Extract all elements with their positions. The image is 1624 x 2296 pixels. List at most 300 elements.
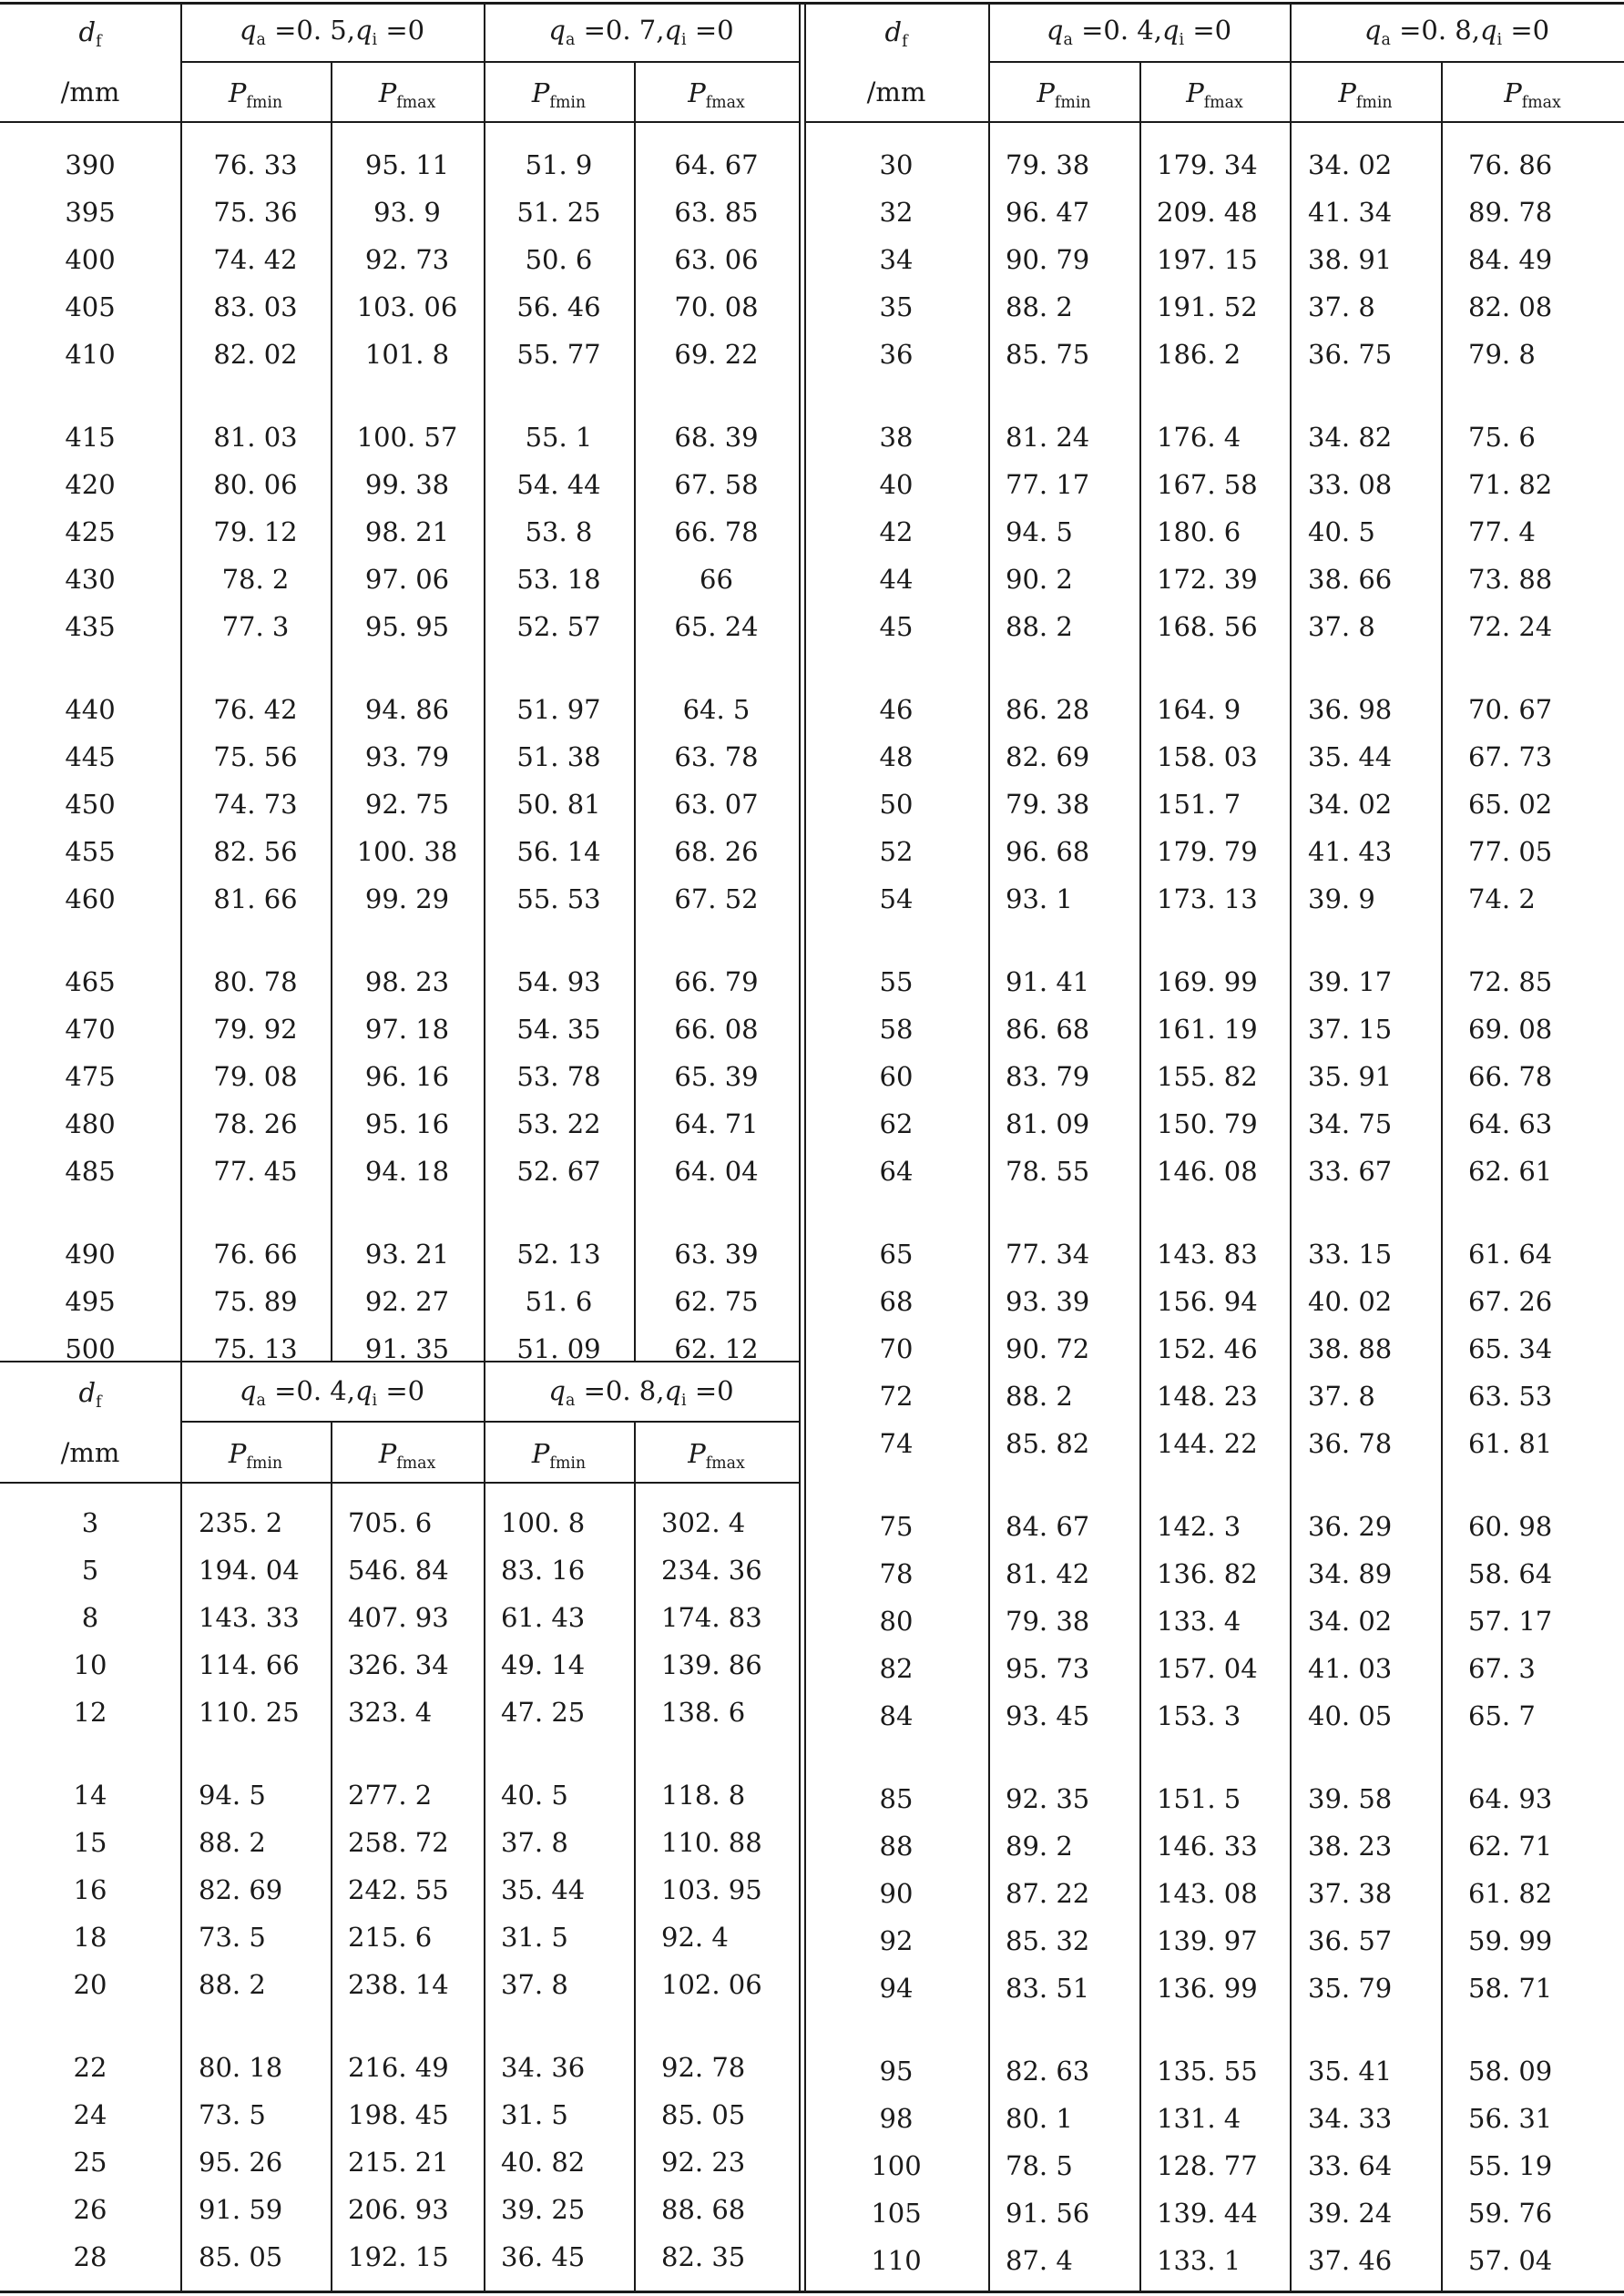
table-cell: 74. 2 (1468, 883, 1536, 914)
table-cell: 98. 23 (364, 966, 450, 997)
table-cell: 67. 58 (674, 469, 759, 500)
table-cell: 74. 73 (213, 789, 298, 820)
qa-symbol: q (1046, 15, 1064, 46)
table-cell: 164. 9 (1157, 694, 1241, 725)
df-value-cell: 440 (65, 694, 116, 725)
table-cell: 80. 1 (1006, 2103, 1073, 2134)
table-cell: 51. 9 (525, 149, 593, 180)
unit-label: /mm (60, 77, 120, 107)
table-cell: 148. 23 (1157, 1381, 1258, 1412)
table-cell: 37. 8 (501, 1827, 568, 1858)
table-cell: 93. 79 (364, 741, 450, 772)
table-cell: 198. 45 (348, 2099, 449, 2130)
df-value-cell: 90 (879, 1878, 914, 1909)
qa-value: 0. 8 (1421, 15, 1472, 46)
qi-value: =0 (377, 15, 425, 46)
table-cell: 179. 34 (1157, 149, 1258, 180)
df-value-cell: 44 (879, 564, 914, 595)
qa-symbol: q (1364, 15, 1382, 46)
table-cell: 186. 2 (1157, 339, 1241, 370)
qa-symbol: q (548, 15, 566, 46)
df-value-cell: 450 (65, 789, 116, 820)
table-cell: 161. 19 (1157, 1014, 1258, 1045)
df-header (0, 1372, 180, 1413)
table-cell: 705. 6 (348, 1507, 433, 1538)
df-value-cell: 24 (73, 2099, 107, 2130)
table-cell: 70. 67 (1468, 694, 1553, 725)
df-value-cell: 405 (65, 291, 116, 322)
df-value-cell: 64 (879, 1156, 914, 1187)
p-symbol: P (378, 1438, 397, 1469)
pfmax-header (634, 72, 799, 114)
equals-sign: = (265, 1375, 297, 1406)
df-value-cell: 15 (73, 1827, 107, 1858)
df-symbol: d (78, 16, 97, 47)
table-cell: 75. 6 (1468, 422, 1536, 453)
table-cell: 75. 56 (213, 741, 298, 772)
table-cell: 52. 57 (516, 611, 601, 642)
table-cell: 92. 75 (364, 789, 450, 820)
df-value-cell: 480 (65, 1108, 116, 1139)
table-cell: 86. 28 (1006, 694, 1090, 725)
table-cell: 34. 75 (1308, 1108, 1393, 1139)
p-symbol: P (531, 1438, 550, 1469)
table-cell: 63. 53 (1468, 1381, 1553, 1412)
df-value-cell: 28 (73, 2241, 107, 2272)
table-cell: 174. 83 (661, 1602, 762, 1633)
table-cell: 54. 44 (516, 469, 601, 500)
pfmin-header (484, 1433, 634, 1475)
df-value-cell: 455 (65, 836, 116, 867)
table-cell: 62. 71 (1468, 1831, 1553, 1862)
comma: , (656, 1375, 665, 1406)
condition-header (180, 1370, 484, 1412)
table-cell: 53. 78 (516, 1061, 601, 1092)
header-divider (180, 61, 799, 63)
table-cell: 157. 04 (1157, 1653, 1258, 1684)
table-cell: 83. 51 (1006, 1973, 1090, 2004)
table-cell: 80. 06 (213, 469, 298, 500)
df-value-cell: 46 (879, 694, 914, 725)
table-cell: 78. 2 (221, 564, 290, 595)
df-value-cell: 42 (879, 516, 914, 547)
table-cell: 75. 89 (213, 1286, 298, 1317)
table-cell: 64. 63 (1468, 1108, 1553, 1139)
df-value-cell: 475 (65, 1061, 116, 1092)
table-cell: 151. 7 (1157, 789, 1241, 820)
df-value-cell: 495 (65, 1286, 116, 1317)
qa-subscript: a (566, 1392, 576, 1411)
pfmax-header (1139, 72, 1290, 114)
table-cell: 39. 9 (1308, 883, 1375, 914)
table-cell: 153. 3 (1157, 1700, 1241, 1731)
table-cell: 83. 03 (213, 291, 298, 322)
table-cell: 64. 67 (674, 149, 759, 180)
pfmin-header (484, 72, 634, 114)
table-cell: 79. 12 (213, 516, 298, 547)
table-cell: 60. 98 (1468, 1511, 1553, 1542)
df-value-cell: 460 (65, 883, 116, 914)
table-cell: 302. 4 (661, 1507, 746, 1538)
comma: , (1471, 15, 1480, 46)
equals-sign: = (1072, 15, 1104, 46)
table-cell: 37. 38 (1308, 1878, 1393, 1909)
table-cell: 192. 15 (348, 2241, 449, 2272)
table-cell: 50. 81 (516, 789, 601, 820)
table-cell: 65. 39 (674, 1061, 759, 1092)
table-cell: 92. 35 (1006, 1783, 1090, 1814)
comma: , (346, 15, 355, 46)
df-value-cell: 50 (879, 789, 914, 820)
table-cell: 99. 29 (364, 883, 450, 914)
table-cell: 93. 21 (364, 1239, 450, 1270)
table-cell: 75. 13 (213, 1333, 298, 1364)
table-cell: 38. 66 (1308, 564, 1393, 595)
qi-value: =0 (1502, 15, 1550, 46)
qi-subscript: i (1179, 31, 1185, 50)
qi-value: =0 (377, 1375, 425, 1406)
table-cell: 79. 38 (1006, 1606, 1090, 1637)
table-cell: 39. 17 (1308, 966, 1393, 997)
table-cell: 81. 09 (1006, 1108, 1090, 1139)
table-cell: 79. 92 (213, 1014, 298, 1045)
table-cell: 56. 46 (516, 291, 601, 322)
table-top-border (0, 2, 1624, 5)
table-cell: 66. 78 (674, 516, 759, 547)
table-cell: 97. 06 (364, 564, 450, 595)
table-cell: 82. 35 (661, 2241, 746, 2272)
qi-symbol: q (1161, 15, 1180, 46)
df-value-cell: 38 (879, 422, 914, 453)
df-subscript: f (96, 1393, 102, 1413)
p-subscript: fmax (705, 1454, 745, 1474)
df-value-cell: 25 (73, 2147, 107, 2178)
table-cell: 98. 21 (364, 516, 450, 547)
table-cell: 169. 99 (1157, 966, 1258, 997)
table-cell: 92. 78 (661, 2052, 746, 2083)
table-cell: 40. 05 (1308, 1700, 1393, 1731)
qi-value: =0 (1184, 15, 1232, 46)
table-cell: 180. 6 (1157, 516, 1241, 547)
table-cell: 39. 58 (1308, 1783, 1393, 1814)
table-cell: 93. 39 (1006, 1286, 1090, 1317)
table-cell: 77. 34 (1006, 1239, 1090, 1270)
table-cell: 82. 02 (213, 339, 298, 370)
table-cell: 41. 03 (1308, 1653, 1393, 1684)
table-cell: 34. 33 (1308, 2103, 1393, 2134)
table-cell: 92. 27 (364, 1286, 450, 1317)
unit-label: /mm (60, 1437, 120, 1468)
table-cell: 94. 5 (1006, 516, 1073, 547)
table-cell: 58. 71 (1468, 1973, 1553, 2004)
table-cell: 172. 39 (1157, 564, 1258, 595)
equals-sign: = (265, 15, 297, 46)
table-cell: 58. 64 (1468, 1558, 1553, 1589)
p-subscript: fmin (246, 1454, 283, 1474)
table-cell: 93. 1 (1006, 883, 1073, 914)
table-cell: 95. 73 (1006, 1653, 1090, 1684)
table-cell: 79. 08 (213, 1061, 298, 1092)
table-cell: 88. 2 (1006, 1381, 1073, 1412)
table-cell: 323. 4 (348, 1697, 433, 1728)
df-value-cell: 435 (65, 611, 116, 642)
header-divider (988, 61, 1624, 63)
table-cell: 57. 17 (1468, 1606, 1553, 1637)
table-cell: 76. 33 (213, 149, 298, 180)
df-value-cell: 420 (65, 469, 116, 500)
table-cell: 50. 6 (525, 244, 593, 275)
col-sep (634, 1422, 636, 2291)
table-cell: 79. 8 (1468, 339, 1536, 370)
condition-header (1290, 9, 1624, 51)
table-cell: 100. 57 (356, 422, 458, 453)
df-value-cell: 410 (65, 339, 116, 370)
df-value-cell: 65 (879, 1239, 914, 1270)
table-cell: 61. 64 (1468, 1239, 1553, 1270)
table-cell: 33. 64 (1308, 2150, 1393, 2181)
df-value-cell: 490 (65, 1239, 116, 1270)
table-cell: 84. 67 (1006, 1511, 1090, 1542)
df-subscript: f (96, 33, 102, 52)
table-cell: 92. 4 (661, 1922, 729, 1953)
table-cell: 82. 08 (1468, 291, 1553, 322)
p-subscript: fmin (1054, 94, 1091, 113)
df-value-cell: 500 (65, 1333, 116, 1364)
table-cell: 82. 69 (199, 1874, 283, 1905)
table-cell: 34. 36 (501, 2052, 586, 2083)
table-cell: 92. 23 (661, 2147, 746, 2178)
table-cell: 173. 13 (1157, 883, 1258, 914)
table-cell: 34. 89 (1308, 1558, 1393, 1589)
table-cell: 103. 95 (661, 1874, 762, 1905)
table-cell: 143. 83 (1157, 1239, 1258, 1270)
table-cell: 78. 26 (213, 1108, 298, 1139)
table-cell: 91. 56 (1006, 2198, 1090, 2229)
table-cell: 52. 13 (516, 1239, 601, 1270)
df-value-cell: 32 (879, 197, 914, 228)
table-cell: 35. 91 (1308, 1061, 1393, 1092)
p-subscript: fmax (705, 94, 745, 113)
table-cell: 158. 03 (1157, 741, 1258, 772)
table-cell: 139. 86 (661, 1649, 762, 1680)
table-cell: 58. 09 (1468, 2056, 1553, 2087)
table-cell: 102. 06 (661, 1969, 762, 2000)
table-cell: 37. 8 (1308, 291, 1375, 322)
header-rule (804, 121, 1624, 123)
df-value-cell: 85 (879, 1783, 914, 1814)
table-cell: 85. 75 (1006, 339, 1090, 370)
table-cell: 65. 02 (1468, 789, 1553, 820)
p-symbol: P (688, 1438, 706, 1469)
p-subscript: fmin (549, 1454, 587, 1474)
table-cell: 62. 12 (674, 1333, 759, 1364)
table-cell: 76. 66 (213, 1239, 298, 1270)
table-cell: 101. 8 (364, 339, 450, 370)
table-cell: 72. 85 (1468, 966, 1553, 997)
table-cell: 64. 04 (674, 1156, 759, 1187)
table-cell: 100. 38 (356, 836, 458, 867)
table-cell: 103. 06 (356, 291, 458, 322)
table-cell: 80. 18 (199, 2052, 283, 2083)
df-value-cell: 72 (879, 1381, 914, 1412)
table-cell: 31. 5 (501, 2099, 568, 2130)
table-cell: 100. 8 (501, 1507, 586, 1538)
p-symbol: P (1504, 77, 1522, 108)
table-cell: 68. 26 (674, 836, 759, 867)
table-cell: 66 (700, 564, 733, 595)
table-cell: 61. 81 (1468, 1428, 1553, 1459)
table-cell: 34. 02 (1308, 1606, 1393, 1637)
table-cell: 51. 97 (516, 694, 601, 725)
table-cell: 38. 88 (1308, 1333, 1393, 1364)
p-subscript: fmax (396, 1454, 436, 1474)
df-value-cell: 10 (73, 1649, 107, 1680)
table-cell: 36. 29 (1308, 1511, 1393, 1542)
table-cell: 151. 5 (1157, 1783, 1241, 1814)
table-cell: 88. 2 (1006, 611, 1073, 642)
df-value-cell: 400 (65, 244, 116, 275)
p-symbol: P (1037, 77, 1055, 108)
condition-header (988, 9, 1290, 51)
table-cell: 64. 93 (1468, 1783, 1553, 1814)
table-cell: 91. 35 (364, 1333, 450, 1364)
table-cell: 96. 68 (1006, 836, 1090, 867)
pfmax-header (1441, 72, 1624, 114)
table-cell: 63. 78 (674, 741, 759, 772)
table-cell: 89. 2 (1006, 1831, 1073, 1862)
df-header (0, 11, 180, 53)
table-cell: 114. 66 (199, 1649, 300, 1680)
table-cell: 168. 56 (1157, 611, 1258, 642)
df-value-cell: 395 (65, 197, 116, 228)
table-cell: 191. 52 (1157, 291, 1258, 322)
pfmax-header (331, 72, 484, 114)
table-cell: 55. 1 (525, 422, 593, 453)
table-cell: 36. 78 (1308, 1428, 1393, 1459)
df-value-cell: 12 (73, 1697, 107, 1728)
table-cell: 79. 38 (1006, 149, 1090, 180)
table-cell: 67. 26 (1468, 1286, 1553, 1317)
df-value-cell: 26 (73, 2194, 107, 2225)
table-cell: 35. 44 (1308, 741, 1393, 772)
df-symbol: d (78, 1377, 97, 1408)
table-cell: 326. 34 (348, 1649, 449, 1680)
table-cell: 143. 08 (1157, 1878, 1258, 1909)
table-cell: 90. 72 (1006, 1333, 1090, 1364)
table-cell: 64. 71 (674, 1108, 759, 1139)
table-cell: 69. 22 (674, 339, 759, 370)
table-cell: 146. 33 (1157, 1831, 1258, 1862)
table-cell: 85. 05 (661, 2099, 746, 2130)
df-value-cell: 16 (73, 1874, 107, 1905)
equals-sign: = (575, 1375, 606, 1406)
df-value-cell: 30 (879, 149, 914, 180)
table-cell: 215. 21 (348, 2147, 449, 2178)
df-value-cell: 110 (871, 2245, 922, 2276)
table-cell: 61. 43 (501, 1602, 586, 1633)
table-cell: 77. 3 (221, 611, 290, 642)
qa-symbol: q (548, 1375, 566, 1406)
table-cell: 51. 25 (516, 197, 601, 228)
qa-subscript: a (1063, 31, 1073, 50)
table-cell: 34. 82 (1308, 422, 1393, 453)
table-cell: 546. 84 (348, 1555, 449, 1586)
p-subscript: fmin (1355, 94, 1393, 113)
df-value-cell: 54 (879, 883, 914, 914)
pfmin-header (180, 1433, 331, 1475)
table-cell: 81. 42 (1006, 1558, 1090, 1589)
table-cell: 277. 2 (348, 1780, 433, 1811)
table-cell: 36. 57 (1308, 1925, 1393, 1956)
table-cell: 87. 22 (1006, 1878, 1090, 1909)
table-cell: 53. 22 (516, 1108, 601, 1139)
table-cell: 65. 24 (674, 611, 759, 642)
table-cell: 35. 44 (501, 1874, 586, 1905)
table-cell: 139. 44 (1157, 2198, 1258, 2229)
df-value-cell: 58 (879, 1014, 914, 1045)
table-cell: 72. 24 (1468, 611, 1553, 642)
p-symbol: P (228, 77, 247, 108)
df-value-cell: 94 (879, 1973, 914, 2004)
table-cell: 66. 08 (674, 1014, 759, 1045)
df-value-cell: 3 (81, 1507, 99, 1538)
df-value-cell: 445 (65, 741, 116, 772)
table-cell: 41. 34 (1308, 197, 1393, 228)
qa-value: 0. 4 (1103, 15, 1154, 46)
qi-symbol: q (664, 15, 682, 46)
table-cell: 80. 78 (213, 966, 298, 997)
table-cell: 86. 68 (1006, 1014, 1090, 1045)
table-cell: 88. 2 (199, 1969, 266, 2000)
table-cell: 66. 78 (1468, 1061, 1553, 1092)
table-cell: 40. 82 (501, 2147, 586, 2178)
qa-symbol: q (239, 15, 257, 46)
qi-symbol: q (664, 1375, 682, 1406)
df-value-cell: 82 (879, 1653, 914, 1684)
table-cell: 75. 36 (213, 197, 298, 228)
p-subscript: fmax (1521, 94, 1561, 113)
col-sep (1139, 62, 1141, 2291)
table-cell: 155. 82 (1157, 1061, 1258, 1092)
table-cell: 62. 75 (674, 1286, 759, 1317)
table-cell: 51. 6 (525, 1286, 593, 1317)
table-cell: 77. 45 (213, 1156, 298, 1187)
table-cell: 197. 15 (1157, 244, 1258, 275)
table-cell: 37. 8 (1308, 1381, 1375, 1412)
condition-header (180, 9, 484, 51)
table-cell: 79. 38 (1006, 789, 1090, 820)
table-cell: 81. 66 (213, 883, 298, 914)
table-cell: 407. 93 (348, 1602, 449, 1633)
table-cell: 90. 79 (1006, 244, 1090, 275)
table-cell: 81. 24 (1006, 422, 1090, 453)
qa-value: 0. 4 (296, 1375, 347, 1406)
table-cell: 40. 5 (1308, 516, 1375, 547)
df-value-cell: 36 (879, 339, 914, 370)
qi-subscript: i (372, 1392, 378, 1411)
comma: , (656, 15, 665, 46)
table-cell: 47. 25 (501, 1697, 586, 1728)
table-cell: 67. 3 (1468, 1653, 1536, 1684)
table-cell: 49. 14 (501, 1649, 586, 1680)
table-cell: 85. 82 (1006, 1428, 1090, 1459)
df-value-cell: 55 (879, 966, 914, 997)
comma: , (1153, 15, 1162, 46)
df-value-cell: 80 (879, 1606, 914, 1637)
df-value-cell: 415 (65, 422, 116, 453)
table-cell: 95. 11 (364, 149, 450, 180)
table-cell: 78. 55 (1006, 1156, 1090, 1187)
